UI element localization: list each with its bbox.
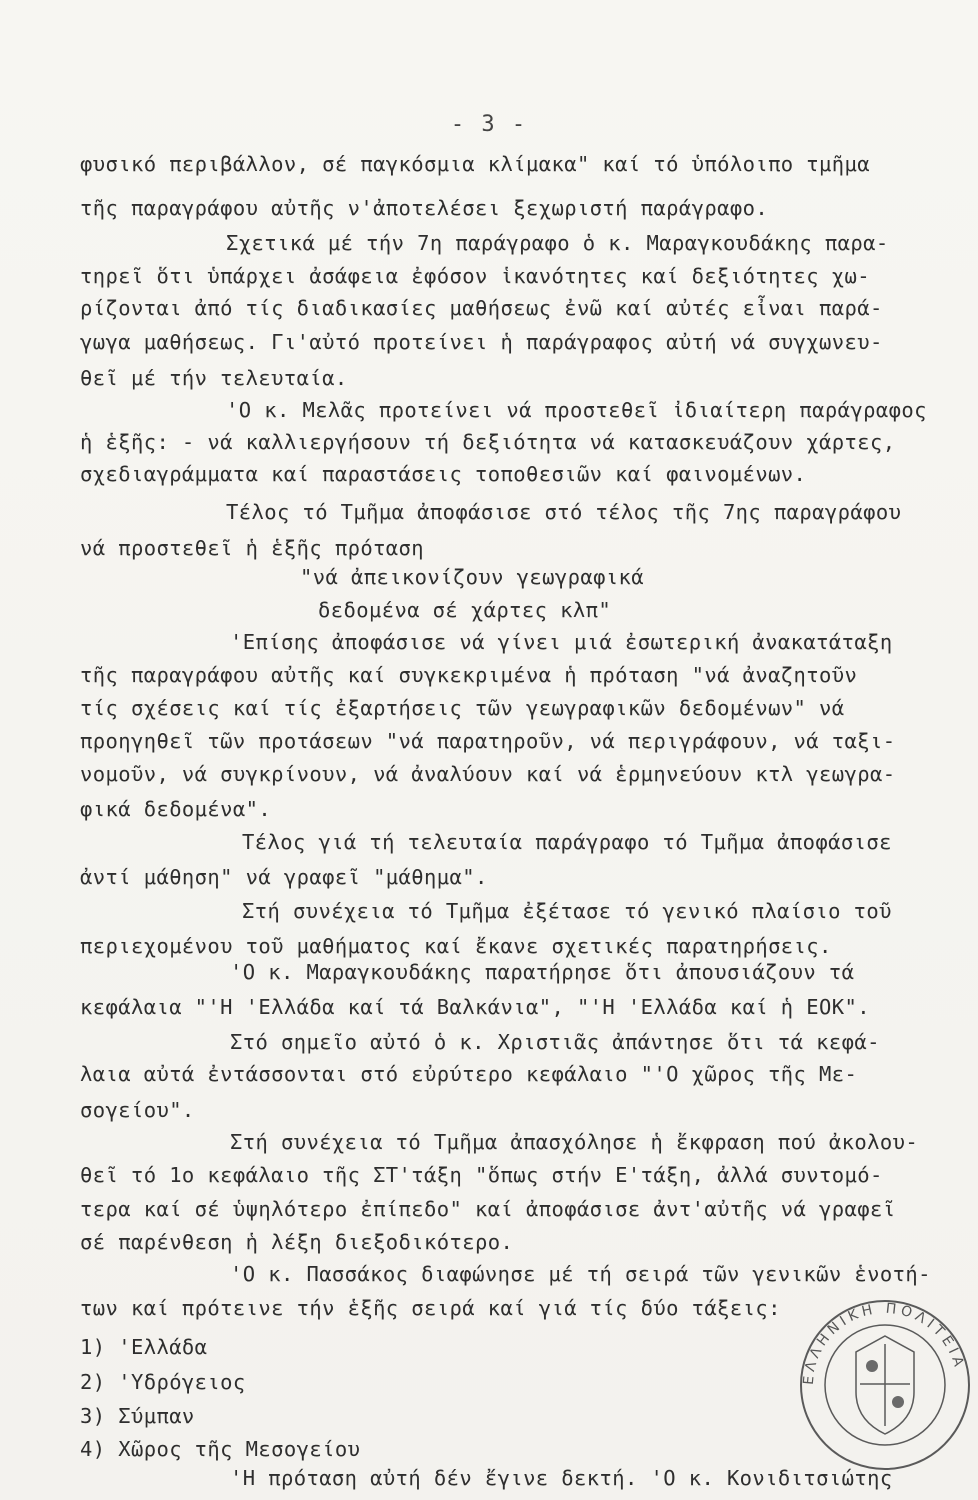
text-line: νομοῦν, νά συγκρίνουν, νά ἀναλύουν καί νά ἑρμηνεύουν κτλ γεωγρα- bbox=[80, 762, 896, 786]
page-number: - 3 - bbox=[450, 112, 528, 137]
text-line: των καί πρότεινε τήν ἑξῆς σειρά καί γιά τίς δύο τάξεις: bbox=[80, 1296, 781, 1320]
text-line: γωγα μαθήσεως. Γι'αὐτό προτείνει ἡ παράγραφος αὐτή νά συγχωνευ- bbox=[80, 330, 883, 354]
text-line: κεφάλαια "'Η 'Ελλάδα καί τά Βαλκάνια", "'Η 'Ελλάδα καί ἡ ΕΟΚ". bbox=[80, 995, 871, 1019]
text-line: 'Ο κ. Μελᾶς προτείνει νά προστεθεῖ ἰδιαίτερη παράγραφος bbox=[226, 398, 927, 422]
text-line: σογείου". bbox=[80, 1098, 195, 1122]
text-line: 'Ο κ. Μαραγκουδάκης παρατήρησε ὅτι ἀπουσιάζουν τά bbox=[230, 960, 855, 984]
text-line: 'Ο κ. Πασσάκος διαφώνησε μέ τή σειρά τῶν γενικῶν ἑνοτή- bbox=[230, 1262, 931, 1286]
text-line: Στή συνέχεια τό Τμῆμα ἀπασχόλησε ἡ ἔκφραση πού ἀκολου- bbox=[230, 1130, 919, 1154]
list-item: 2) 'Υδρόγειος bbox=[80, 1370, 246, 1394]
text-line: φικά δεδομένα". bbox=[80, 797, 272, 821]
text-line: θεῖ μέ τήν τελευταία. bbox=[80, 366, 348, 390]
text-line: ἡ ἑξῆς: - νά καλλιεργήσουν τή δεξιότητα νά κατασκευάζουν χάρτες, bbox=[80, 430, 896, 454]
text-line: ἀντί μάθηση" νά γραφεῖ "μάθημα". bbox=[80, 865, 488, 889]
text-line: τηρεῖ ὅτι ὑπάρχει ἀσάφεια ἐφόσον ἱκανότητες καί δεξιότητες χω- bbox=[80, 264, 871, 288]
text-line: 'Η πρόταση αὐτή δέν ἔγινε δεκτή. 'Ο κ. Κονιδιτσιώτης bbox=[230, 1466, 893, 1490]
list-item: 1) 'Ελλάδα bbox=[80, 1335, 208, 1359]
text-line: προηγηθεῖ τῶν προτάσεων "νά παρατηροῦν, νά περιγράφουν, νά ταξι- bbox=[80, 729, 896, 753]
text-line: τῆς παραγράφου αὐτῆς καί συγκεκριμένα ἡ πρόταση "νά ἀναζητοῦν bbox=[80, 663, 858, 687]
list-item: 3) Σύμπαν bbox=[80, 1404, 195, 1428]
text-line: Στή συνέχεια τό Τμῆμα ἐξέτασε τό γενικό πλαίσιο τοῦ bbox=[242, 899, 892, 923]
text-line: Στό σημεῖο αὐτό ὁ κ. Χριστιᾶς ἀπάντησε ὅτι τά κεφά- bbox=[230, 1030, 880, 1054]
text-line: θεῖ τό 1ο κεφάλαιο τῆς ΣΤ'τάξη "ὅπως στήν Ε'τάξη, ἀλλά συντομό- bbox=[80, 1163, 883, 1187]
text-line: Τέλος τό Τμῆμα ἀποφάσισε στό τέλος τῆς 7ης παραγράφου bbox=[226, 500, 902, 524]
text-line: νά προστεθεῖ ἡ ἑξῆς πρόταση bbox=[80, 536, 425, 560]
list-item: 4) Χῶρος τῆς Μεσογείου bbox=[80, 1437, 361, 1461]
text-line: Τέλος γιά τή τελευταία παράγραφο τό Τμῆμα ἀποφάσισε bbox=[242, 830, 892, 854]
text-line: περιεχομένου τοῦ μαθήματος καί ἔκανε σχετικές παρατηρήσεις. bbox=[80, 934, 832, 958]
text-line: φυσικό περιβάλλον, σέ παγκόσμια κλίμακα" καί τό ὑπόλοιπο τμῆμα bbox=[80, 152, 871, 176]
svg-text:ΕΛΛΗΝΙΚΗ ΠΟΛΙΤΕΙΑ: ΕΛΛΗΝΙΚΗ ΠΟΛΙΤΕΙΑ bbox=[800, 1300, 968, 1386]
text-line: 'Επίσης ἀποφάσισε νά γίνει μιά ἐσωτερική ἀνακατάταξη bbox=[230, 630, 893, 654]
text-line: σέ παρένθεση ἡ λέξη διεξοδικότερο. bbox=[80, 1230, 514, 1254]
text-line: Σχετικά μέ τήν 7η παράγραφο ὁ κ. Μαραγκουδάκης παρα- bbox=[226, 231, 889, 255]
official-seal-stamp bbox=[796, 1296, 974, 1474]
text-line: τίς σχέσεις καί τίς ἐξαρτήσεις τῶν γεωγραφικῶν δεδομένων" νά bbox=[80, 696, 845, 720]
text-line: δεδομένα σέ χάρτες κλπ" bbox=[318, 598, 612, 622]
text-line: "νά ἀπεικονίζουν γεωγραφικά bbox=[300, 565, 645, 589]
text-line: λαια αὐτά ἐντάσσονται στό εὐρύτερο κεφάλαιο "'Ο χῶρος τῆς Με- bbox=[80, 1062, 858, 1086]
text-line: σχεδιαγράμματα καί παραστάσεις τοποθεσιῶν καί φαινομένων. bbox=[80, 462, 807, 486]
text-line: τῆς παραγράφου αὐτῆς ν'ἀποτελέσει ξεχωριστή παράγραφο. bbox=[80, 196, 769, 220]
text-line: ρίζονται ἀπό τίς διαδικασίες μαθήσεως ἐνῶ καί αὐτές εἶναι παρά- bbox=[80, 296, 883, 320]
text-line: τερα καί σέ ὑψηλότερο ἐπίπεδο" καί ἀποφάσισε ἀντ'αὐτῆς νά γραφεῖ bbox=[80, 1197, 896, 1221]
